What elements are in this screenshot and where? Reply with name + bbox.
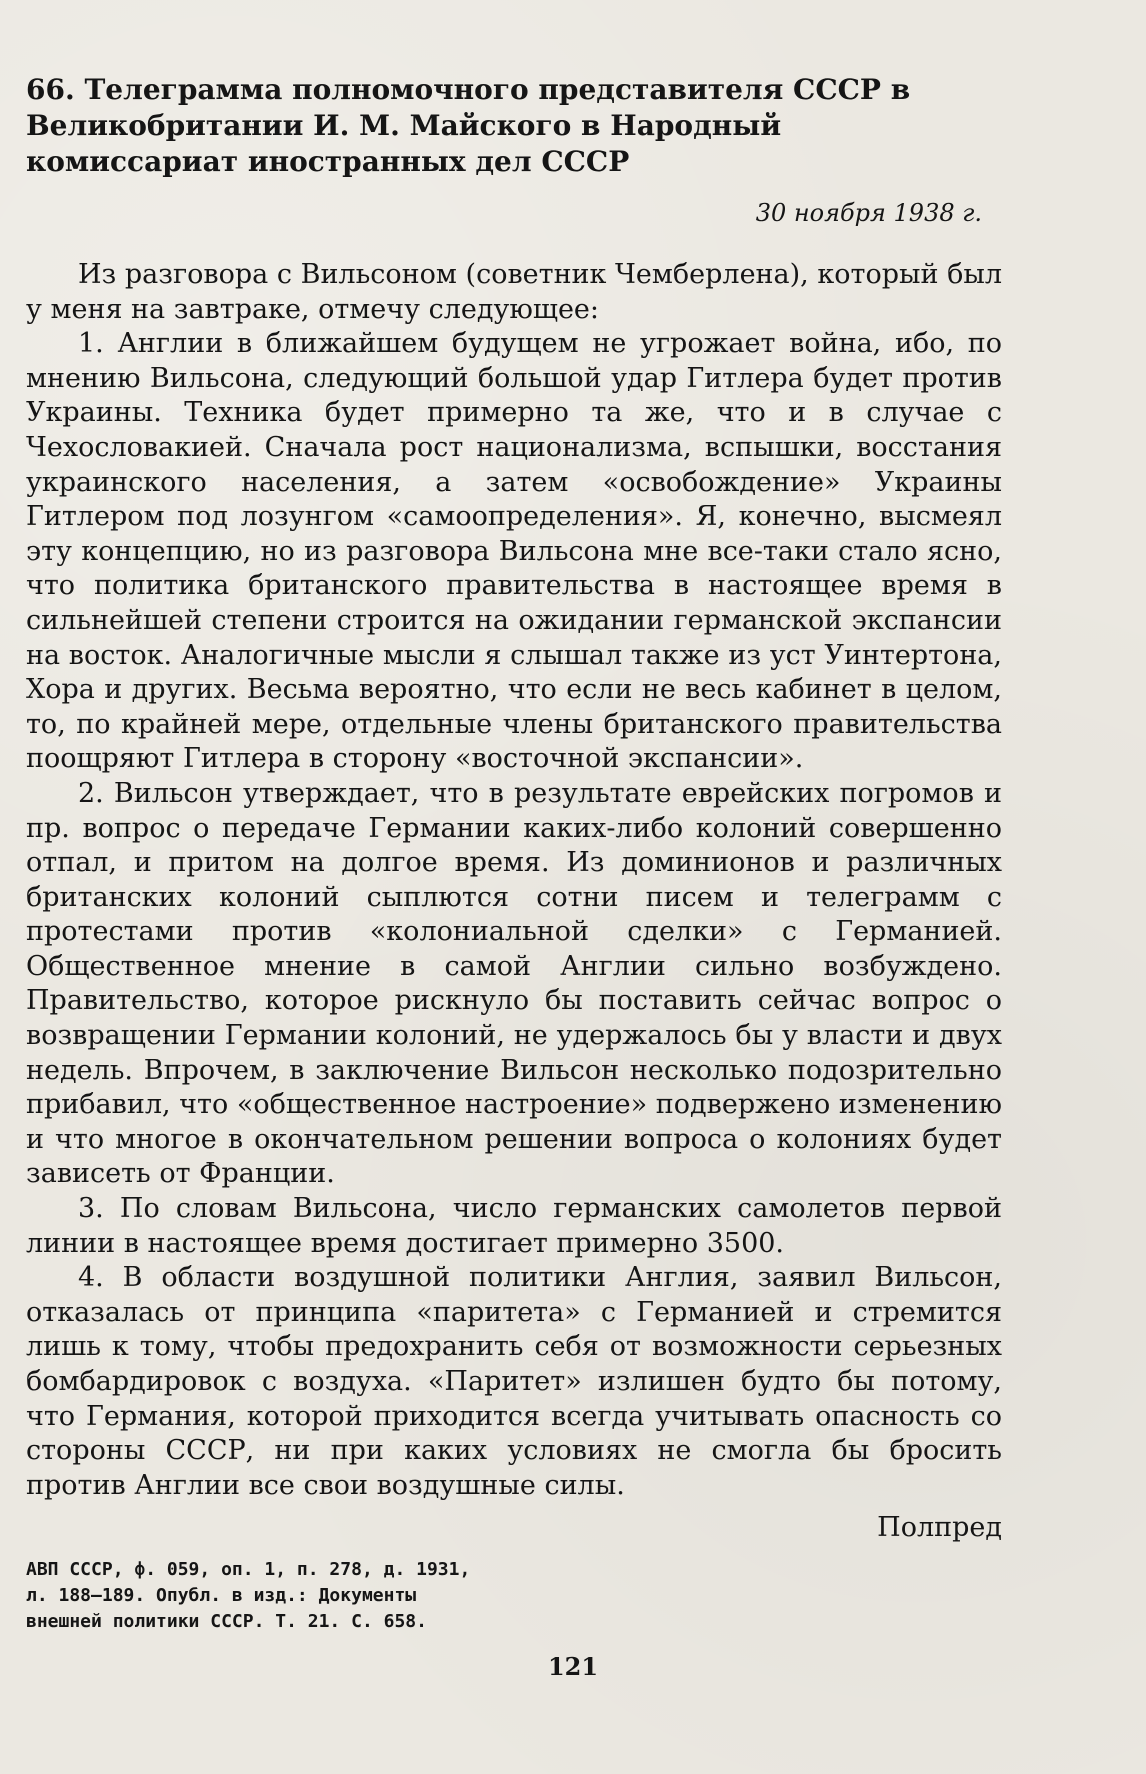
page-number: 121 xyxy=(547,1652,599,1681)
paragraph-2: 2. Вильсон утверждает, что в результате еврейских погромов и пр. вопрос о передаче Германии каких-либо колоний совершенно отпал, и притом на долгое время. Из доминионов и различных британских колоний сыплются сотни писем и телеграмм с протестами против «колониальной сделки» с Германией. Общественное мнение в самой Англии сильно возбуждено. Правительство, которое рискнуло бы поставить сейчас вопрос о возвращении Германии колоний, не удержалось бы у власти и двух недель. Впрочем, в заключение Вильсон несколько подозрительно прибавил, что «общественное настроение» подвержено изменению и что многое в окончательном решении вопроса о колониях будет зависеть от Франции. xyxy=(26,777,1002,1190)
document-content xyxy=(26,72,1002,1635)
document-body xyxy=(26,258,1002,1503)
paragraph-1: 1. Англии в ближайшем будущем не угрожает война, ибо, по мнению Вильсона, следующий большой удар Гитлера будет против Украины. Техника будет примерно та же, что и в случае с Чехословакией. Сначала рост национализма, вспышки, восстания украинского населения, а затем «освобождение» Украины Гитлером под лозунгом «самоопределения». Я, конечно, высмеял эту концепцию, но из разговора Вильсона мне все-таки стало ясно, что политика британского правительства в настоящее время в сильнейшей степени строится на ожидании германской экспансии на восток. Аналогичные мысли я слышал также из уст Уинтертона, Хора и других. Весьма вероятно, что если не весь кабинет в целом, то, по крайней мере, отдельные члены британского правительства поощряют Гитлера в сторону «восточной экспансии». xyxy=(26,328,1002,775)
paragraph-3: 3. По словам Вильсона, число германских самолетов первой линии в настоящее время достигает примерно 3500. xyxy=(26,1193,1002,1259)
source-reference: АВП СССР, ф. 059, оп. 1, п. 278, д. 1931, л. 188—189. Опубл. в изд.: Документы внешней политики СССР. Т. 21. С. 658. xyxy=(26,1559,471,1633)
paragraph-intro: Из разговора с Вильсоном (советник Чемберлена), который был у меня на завтраке, отмечу следующее: xyxy=(26,259,1002,325)
paragraph-4: 4. В области воздушной политики Англия, заявил Вильсон, отказалась от принципа «паритета» с Германией и стремится лишь к тому, чтобы предохранить себя от возможности серьезных бомбардировок с воздуха. «Паритет» излишен будто бы потому, что Германия, которой приходится всегда учитывать опасность со стороны СССР, ни при каких условиях не смогла бы бросить против Англии все свои воздушные силы. xyxy=(26,1262,1002,1501)
signature: Полпред xyxy=(877,1512,1002,1544)
document-heading: 66. Телеграмма полномочного представителя СССР в Великобритании И. М. Майского в Народный комиссариат иностранных дел СССР xyxy=(26,73,911,178)
document-date: 30 ноября 1938 г. xyxy=(755,199,982,227)
